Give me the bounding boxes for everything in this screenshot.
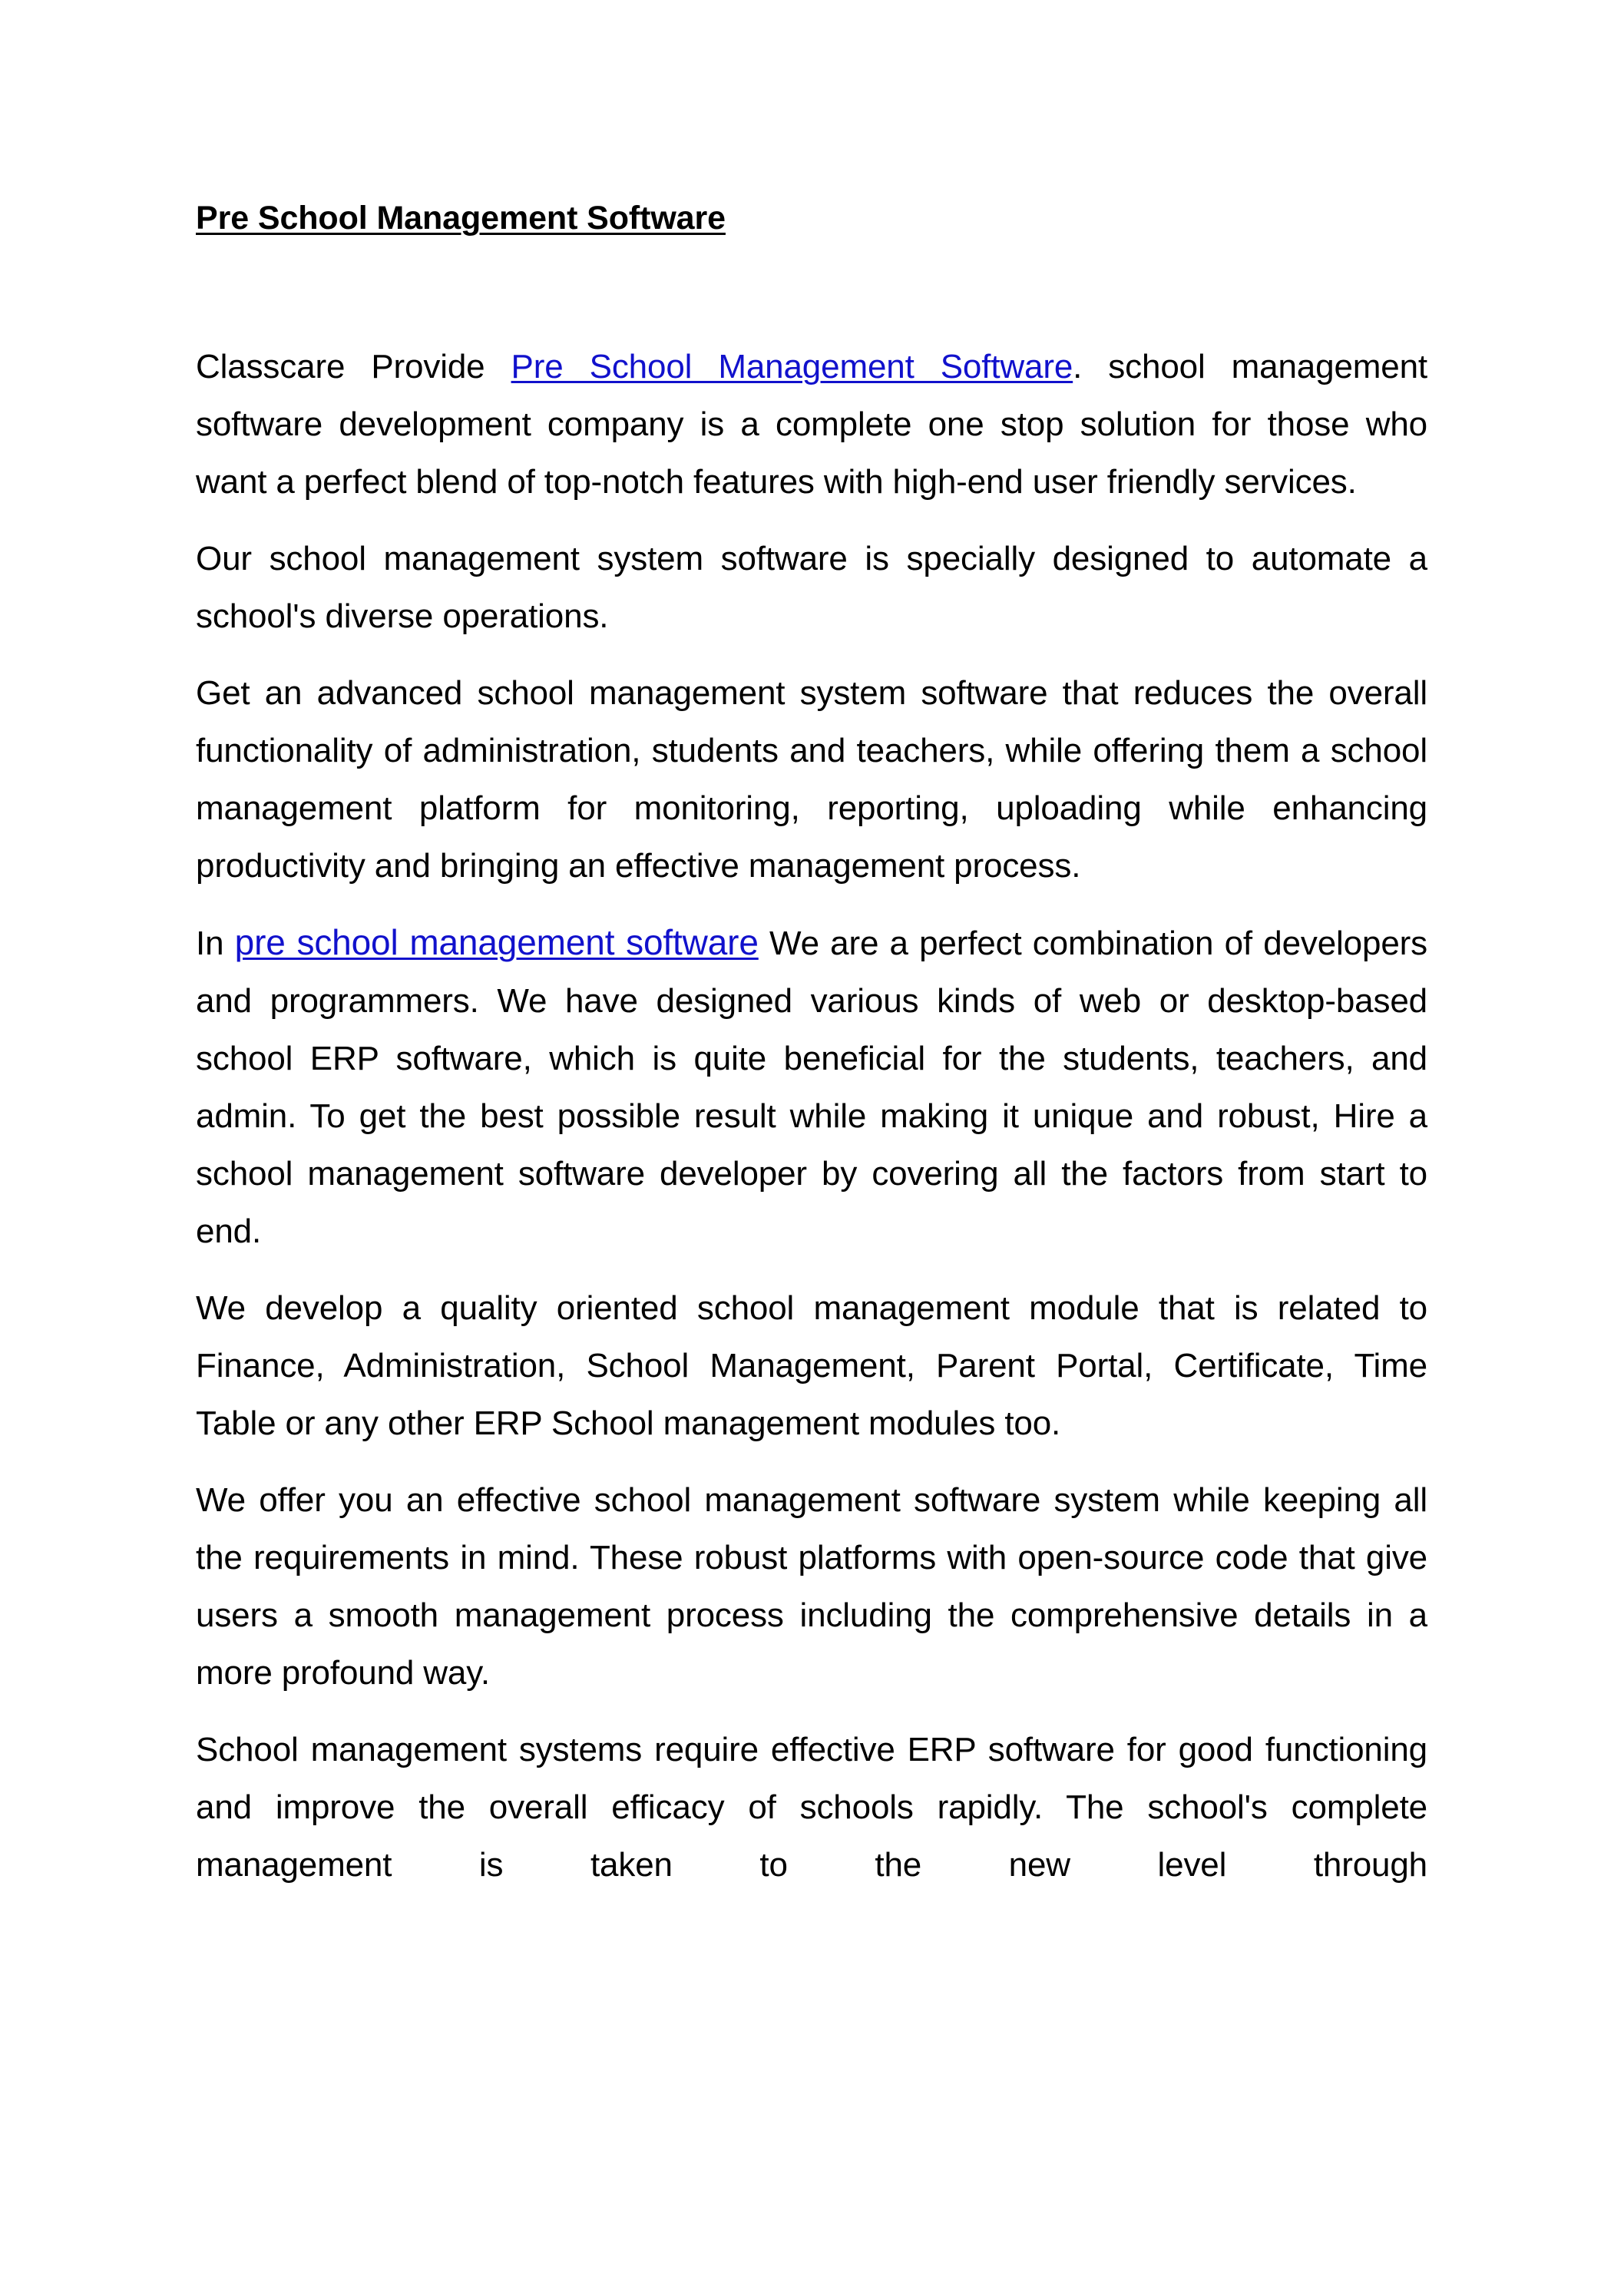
link-pre-school-management-software-lowercase[interactable]: pre school management software [234, 922, 759, 962]
paragraph-5-text: We develop a quality oriented school management module that is related to Finance, Administration, School Management, Parent Portal, Certificate, Time Table or any other ERP School management modules too. [196, 1289, 1427, 1442]
document-body [196, 198, 1427, 1894]
page-title: Pre School Management Software [196, 200, 726, 237]
paragraph-1-text-after: . school management software development company is a complete one stop solution for those who want a perfect blend of top-notch features with high-end user friendly services. [196, 348, 1427, 501]
paragraph-2-text: Our school management system software is specially designed to automate a school's diverse operations. [196, 540, 1427, 635]
paragraph-4 [196, 914, 1427, 1260]
paragraph-4-text-before: In [196, 925, 235, 962]
link-pre-school-management-software[interactable]: Pre School Management Software [511, 348, 1073, 385]
paragraph-7 [196, 1721, 1427, 1894]
paragraph-3 [196, 664, 1427, 895]
paragraph-2 [196, 530, 1427, 645]
paragraph-1 [196, 338, 1427, 511]
paragraph-3-text: Get an advanced school management system software that reduces the overall functionality of administration, students and teachers, while offering them a school management platform for monitoring, reporting, uploading while enhancing productivity and bringing an effective management process. [196, 674, 1427, 885]
paragraph-6-text: We offer you an effective school management software system while keeping all the requirements in mind. These robust platforms with open-source code that give users a smooth management process including the comprehensive details in a more profound way. [196, 1481, 1427, 1692]
paragraph-4-text-after: We are a perfect combination of developers and programmers. We have designed various kinds of web or desktop-based school ERP software, which is quite beneficial for the students, teachers, and admin. To get the best possible result while making it unique and robust, Hire a school management software developer by covering all the factors from start to end. [196, 925, 1427, 1250]
page-title-wrapper [196, 198, 1427, 238]
paragraph-7-text: School management systems require effective ERP software for good functioning and improve the overall efficacy of schools rapidly. The school's complete management is taken to the new level through [196, 1731, 1427, 1884]
paragraph-1-text-before: Classcare Provide [196, 348, 511, 385]
paragraph-6 [196, 1471, 1427, 1702]
paragraph-5 [196, 1279, 1427, 1452]
